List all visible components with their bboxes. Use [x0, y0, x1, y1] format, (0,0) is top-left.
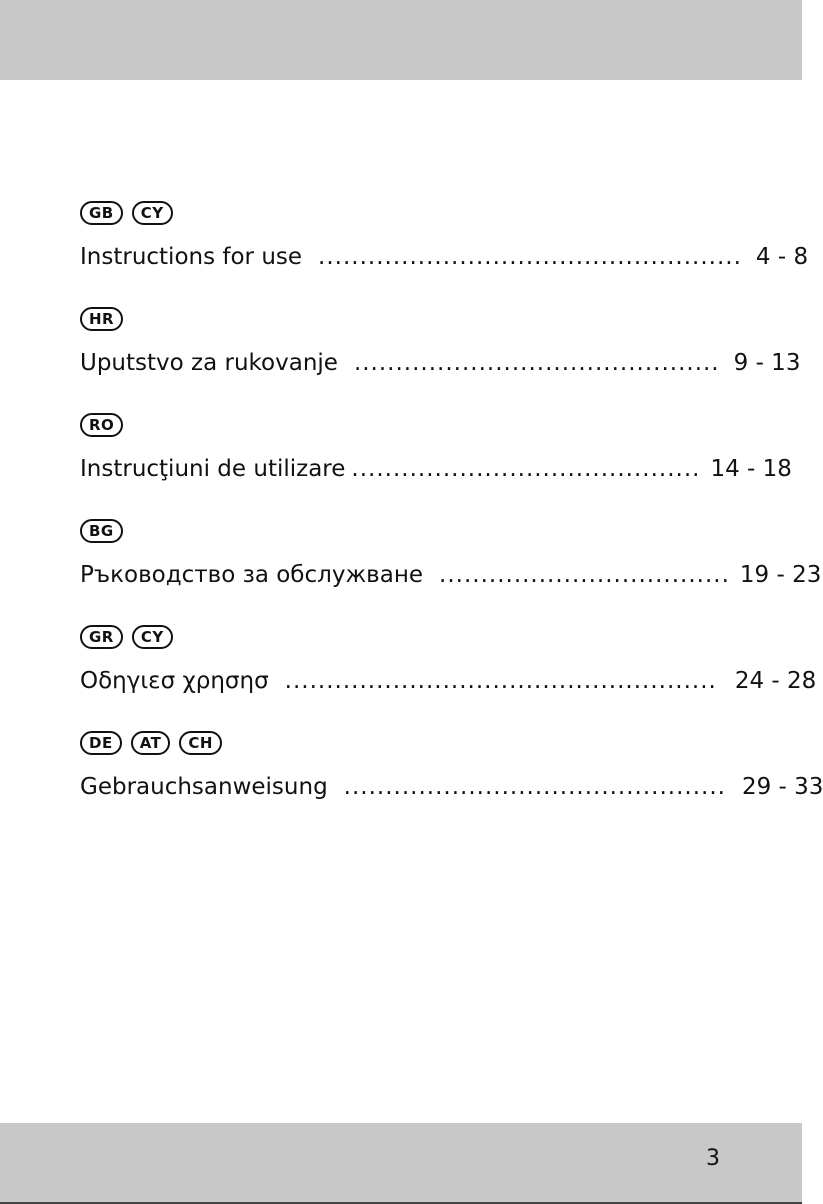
toc-leader-dots: ............................................: [353, 350, 720, 376]
country-badge: GB: [80, 201, 123, 225]
country-badges: [80, 516, 740, 546]
toc-title: Oδηγιεσ χρησησ: [80, 668, 269, 694]
country-badge: CH: [179, 731, 222, 755]
country-badge: GR: [80, 625, 123, 649]
toc-entry-greek: [80, 622, 817, 728]
country-badges: [80, 304, 740, 334]
table-of-contents: [80, 198, 823, 834]
toc-page-range: 29 - 33: [741, 774, 823, 800]
country-badge: AT: [131, 731, 171, 755]
toc-leader-dots: ..............................................: [343, 774, 726, 800]
country-badges: [80, 622, 740, 652]
header-band: [0, 0, 802, 80]
country-badge: BG: [80, 519, 123, 543]
toc-title: Gebrauchsanweisung: [80, 774, 328, 800]
toc-page-range: 19 - 23: [739, 562, 822, 588]
toc-line[interactable]: [80, 348, 800, 378]
toc-leader-dots: ..........................................: [351, 456, 701, 482]
country-badges: [80, 728, 740, 758]
toc-leader-dots: ...................................................: [318, 244, 742, 270]
page-number: 3: [706, 1146, 720, 1171]
toc-title: Ръководство за обслужване: [80, 562, 424, 588]
toc-page-range: 9 - 13: [733, 350, 801, 376]
country-badges: [80, 410, 740, 440]
country-badge: CY: [132, 201, 173, 225]
toc-title: Uputstvo za rukovanje: [80, 350, 338, 376]
country-badge: DE: [80, 731, 122, 755]
toc-leader-dots: ...................................: [439, 562, 730, 588]
toc-entry-english: [80, 198, 809, 304]
toc-page-range: 4 - 8: [755, 244, 809, 270]
toc-entry-croatian: [80, 304, 801, 410]
country-badge: CY: [132, 625, 173, 649]
toc-entry-german: [80, 728, 823, 834]
country-badges: [80, 198, 740, 228]
toc-line[interactable]: [80, 454, 792, 484]
toc-line[interactable]: [80, 772, 823, 802]
toc-entry-romanian: [80, 410, 792, 516]
country-badge: RO: [80, 413, 123, 437]
country-badge: HR: [80, 307, 123, 331]
toc-leader-dots: ....................................................: [284, 668, 717, 694]
toc-page-range: 14 - 18: [710, 456, 792, 482]
toc-line[interactable]: [80, 666, 816, 696]
toc-page-range: 24 - 28: [734, 668, 817, 694]
toc-line[interactable]: [80, 560, 821, 590]
toc-title: Instructions for use: [80, 244, 303, 270]
toc-entry-bulgarian: [80, 516, 822, 622]
footer-band: [0, 1123, 802, 1204]
toc-title: Instrucţiuni de utilizare: [80, 456, 346, 482]
toc-line[interactable]: [80, 242, 808, 272]
